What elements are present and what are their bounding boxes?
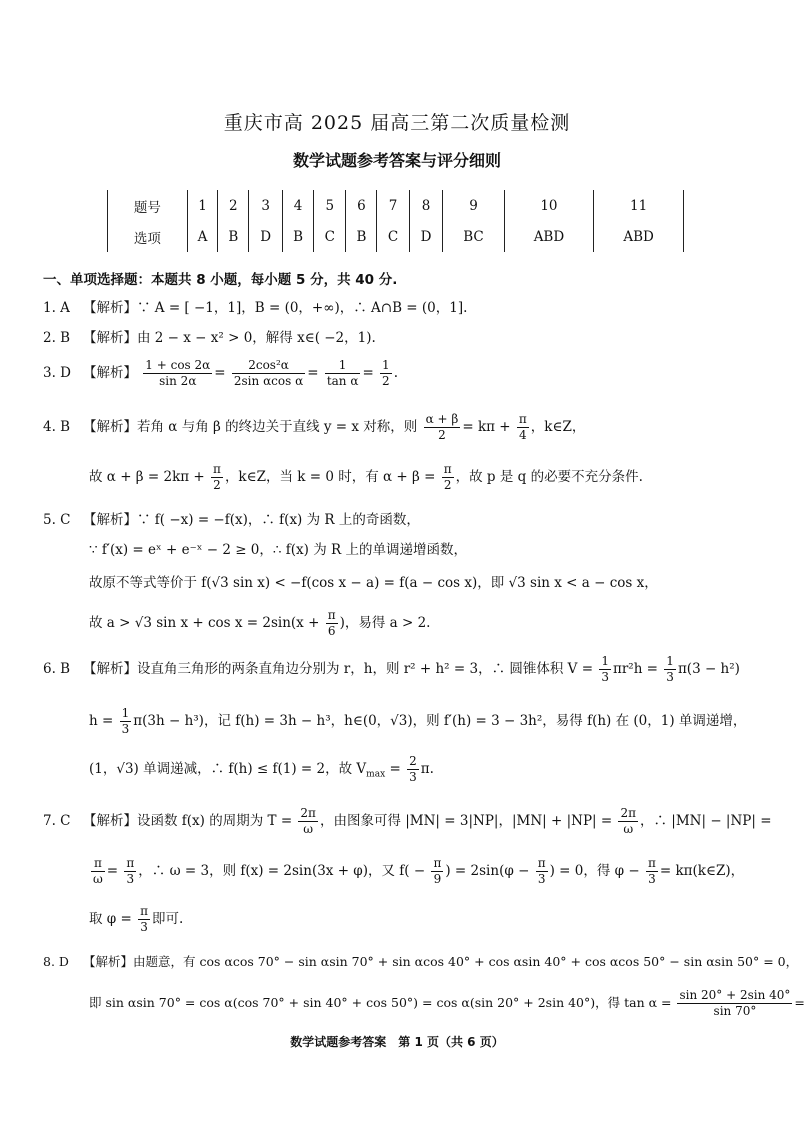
answer-table-header-cell: 选项: [108, 221, 188, 252]
q4-text: 【解析】若角 α 与角 β 的终边关于直线 y = x 对称，则: [83, 419, 418, 435]
q4-line-1: [43, 412, 585, 443]
numerator: sin 20° + 2sin 40°: [679, 988, 791, 1002]
answer-table-header-cell: 题号: [108, 190, 188, 221]
q6-text: (1，√3) 单调递减，∴ f(h) ≤ f(1) = 2，故 V: [89, 761, 367, 777]
q5-text: 故 a > √3 sin x + cos x = 2sin(x +: [89, 615, 320, 631]
numerator: 2π: [300, 806, 316, 820]
q4-number: 4. B: [43, 419, 71, 435]
q6-subscript: max: [366, 769, 386, 780]
denominator: 2sin αcos α: [233, 374, 304, 388]
q6-text: h =: [89, 713, 114, 729]
q2-number: 2. B: [43, 330, 71, 346]
q5-text: ∵ f′(x) = eˣ + e⁻ˣ − 2 ≥ 0，∴ f(x) 为 R 上的单调递增函数，: [89, 542, 467, 558]
q8-text: 即 sin αsin 70° = cos α(cos 70° + sin 40° + cos 50°) = cos α(sin 20° + 2sin 40°)，得 tan α =: [89, 995, 672, 1010]
fraction: [298, 806, 318, 837]
q8-line-2: [89, 988, 805, 1019]
q4-text: ，k∈Z，当 k = 0 时，有 α + β =: [224, 469, 436, 485]
q5-number: 5. C: [43, 512, 71, 528]
answer-cell: ABD: [504, 221, 594, 252]
denominator: 9: [433, 872, 442, 886]
denominator: 3: [126, 872, 135, 886]
numerator: 1: [666, 654, 674, 668]
page-title: 重庆市高 2025 届高三第二次质量检测: [223, 112, 571, 134]
numerator: 2π: [620, 806, 637, 820]
answer-table-row-answers: [108, 221, 684, 252]
answer-cell: BC: [443, 221, 504, 252]
q3-eq: =: [214, 365, 226, 381]
q6-line-3: [89, 754, 434, 785]
numerator: α + β: [425, 412, 459, 426]
answer-cell: D: [249, 221, 283, 252]
q7-text: ，由图象可得 |MN| = 3|NP|，|MN| + |NP| =: [319, 813, 613, 829]
q7-text: ) = 2sin(φ −: [445, 863, 530, 879]
q3-number: 3. D: [43, 365, 71, 381]
q6-text: =: [389, 761, 401, 777]
fraction: [442, 462, 454, 493]
fraction: [536, 856, 548, 887]
denominator: 6: [327, 624, 336, 638]
q8-text: =: [794, 995, 805, 1010]
q3-end: .: [393, 365, 398, 381]
numerator: 2cos²α: [232, 358, 305, 374]
q7-line-2: [89, 856, 744, 887]
q7-text: 即可.: [152, 911, 184, 927]
q6-line-2: [89, 706, 746, 737]
fraction: [143, 358, 212, 389]
q4-line-2: [89, 462, 643, 493]
question-number-cell: 10: [504, 190, 594, 221]
fraction: [677, 988, 792, 1019]
denominator: 3: [409, 770, 417, 784]
q2-line: [43, 326, 376, 346]
q4-text: 故 α + β = 2kπ +: [89, 469, 205, 485]
denominator: 2: [213, 478, 221, 492]
q6-text: π(3h − h³)，记 f(h) = 3h − h³，h∈(0，√3)，则 f′(h) = 3 − 3h²，易得 f(h) 在 (0，1) 单调递增，: [133, 713, 747, 729]
q5-text: )，易得 a > 2.: [339, 615, 431, 631]
question-number-cell: 7: [377, 190, 409, 221]
q7-text: ，∴ |MN| − |NP| =: [640, 813, 772, 829]
fraction: [138, 904, 150, 935]
denominator: tan α: [326, 374, 359, 388]
fraction: [124, 856, 136, 887]
q1-text: 【解析】∵ A = [ −1，1]，B = (0，+∞)，∴ A∩B = (0，1].: [83, 300, 468, 316]
denominator: 3: [666, 670, 674, 684]
q6-number: 6. B: [43, 661, 71, 677]
denominator: 3: [648, 872, 656, 886]
answer-cell: B: [283, 221, 314, 252]
numerator: 1: [601, 654, 609, 668]
denominator: 3: [140, 920, 148, 934]
q7-line-1: [43, 806, 772, 837]
fraction: [599, 654, 611, 685]
fraction: [380, 358, 392, 389]
numerator: π: [647, 856, 656, 870]
answer-cell: C: [314, 221, 346, 252]
q5-line-2: [89, 538, 467, 558]
fraction: [211, 462, 223, 493]
q7-text: ，∴ ω = 3，则 f(x) = 2sin(3x + φ)，又 f( −: [138, 863, 426, 879]
q1-number: 1. A: [43, 300, 70, 316]
q4-text: = kπ +: [462, 419, 511, 435]
question-number-cell: 8: [409, 190, 443, 221]
q5-line-3: [89, 571, 658, 591]
numerator: π: [518, 412, 527, 426]
fraction: [431, 856, 443, 887]
answer-cell: B: [346, 221, 377, 252]
denominator: ω: [623, 822, 634, 836]
question-number-cell: 6: [346, 190, 377, 221]
q4-text: ，k∈Z，: [530, 419, 586, 435]
section-heading: 一、单项选择题：本题共 8 小题，每小题 5 分，共 40 分.: [43, 272, 398, 288]
q5-line-4: [89, 608, 430, 639]
page-footer: 数学试题参考答案 第 1 页（共 6 页）: [290, 1035, 504, 1049]
q3-lead: 【解析】: [83, 365, 137, 381]
answer-cell: D: [409, 221, 443, 252]
fraction: [424, 412, 461, 443]
numerator: 2: [409, 754, 417, 768]
numerator: π: [126, 856, 135, 870]
question-number-cell: 3: [249, 190, 283, 221]
denominator: ω: [303, 822, 314, 836]
denominator: 2: [382, 374, 390, 388]
fraction: [646, 856, 658, 887]
q3-eq: =: [362, 365, 374, 381]
numerator: π: [443, 462, 452, 476]
q7-text: 【解析】设函数 f(x) 的周期为 T =: [83, 813, 293, 829]
numerator: 1: [121, 706, 130, 720]
numerator: 1: [325, 358, 361, 374]
answer-cell: C: [377, 221, 409, 252]
numerator: π: [327, 608, 336, 622]
denominator: 3: [601, 670, 609, 684]
fraction: [325, 358, 361, 389]
question-number-cell: 9: [443, 190, 504, 221]
question-number-cell: 2: [218, 190, 249, 221]
denominator: sin 2α: [159, 374, 197, 388]
fraction: [120, 706, 132, 737]
numerator: 1 + cos 2α: [145, 358, 211, 372]
q4-text: ，故 p 是 q 的必要不充分条件.: [455, 469, 643, 485]
denominator: 4: [519, 428, 527, 442]
answer-table: [107, 190, 684, 252]
q6-text: π(3 − h²): [677, 661, 740, 677]
numerator: 1: [382, 358, 390, 372]
question-number-cell: 4: [283, 190, 314, 221]
fraction: [618, 806, 638, 837]
fraction: [407, 754, 419, 785]
fraction: [232, 358, 305, 389]
denominator: 3: [121, 722, 130, 736]
numerator: π: [433, 856, 442, 870]
q6-line-1: [43, 654, 740, 685]
numerator: π: [537, 856, 546, 870]
q7-text: ) = 0，得 φ −: [549, 863, 640, 879]
q6-text: 【解析】设直角三角形的两条直角边分别为 r，h，则 r² + h² = 3，∴ 圆锥体积 V =: [83, 661, 594, 677]
q5-text: 故原不等式等价于 f(√3 sin x) < −f(cos x − a) = f(a − cos x)，即 √3 sin x < a − cos x，: [89, 575, 658, 591]
question-number-cell: 1: [187, 190, 218, 221]
q8-number: 8. D: [43, 954, 69, 969]
q7-text: 取 φ =: [89, 911, 132, 927]
denominator: sin 70°: [713, 1004, 757, 1018]
fraction: [664, 654, 676, 685]
q1-line: [43, 296, 467, 316]
q8-line-1: [43, 952, 798, 970]
fraction: [91, 856, 105, 887]
q2-text: 【解析】由 2 − x − x² > 0，解得 x∈( −2，1).: [83, 330, 376, 346]
answer-cell: A: [187, 221, 218, 252]
q7-line-3: [89, 904, 183, 935]
denominator: ω: [93, 872, 103, 886]
q7-text: =: [106, 863, 119, 879]
q7-number: 7. C: [43, 813, 71, 829]
question-number-cell: 5: [314, 190, 346, 221]
answer-table-row-numbers: [108, 190, 684, 221]
denominator: 2: [438, 428, 446, 442]
question-number-cell: 11: [594, 190, 684, 221]
answer-cell: ABD: [594, 221, 684, 252]
numerator: π: [91, 856, 105, 872]
numerator: π: [140, 904, 149, 918]
denominator: 2: [443, 478, 452, 492]
q3-line: [43, 358, 398, 389]
denominator: 3: [537, 872, 546, 886]
fraction: [326, 608, 338, 639]
q6-text: π.: [420, 761, 434, 777]
q3-eq: =: [307, 365, 319, 381]
page-subtitle: 数学试题参考答案与评分细则: [292, 151, 501, 170]
q5-text: 【解析】∵ f( −x) = −f(x)，∴ f(x) 为 R 上的奇函数，: [83, 512, 420, 528]
q5-line-1: [43, 508, 420, 528]
q6-text: πr²h =: [612, 661, 658, 677]
q7-text: = kπ(k∈Z)，: [659, 863, 745, 879]
numerator: π: [213, 462, 221, 476]
fraction: [517, 412, 529, 443]
q8-text: 【解析】由题意，有 cos αcos 70° − sin αsin 70° + sin αcos 40° + cos αsin 40° + cos αcos 50° − sin αsin 50° = 0，: [83, 954, 799, 969]
answer-cell: B: [218, 221, 249, 252]
